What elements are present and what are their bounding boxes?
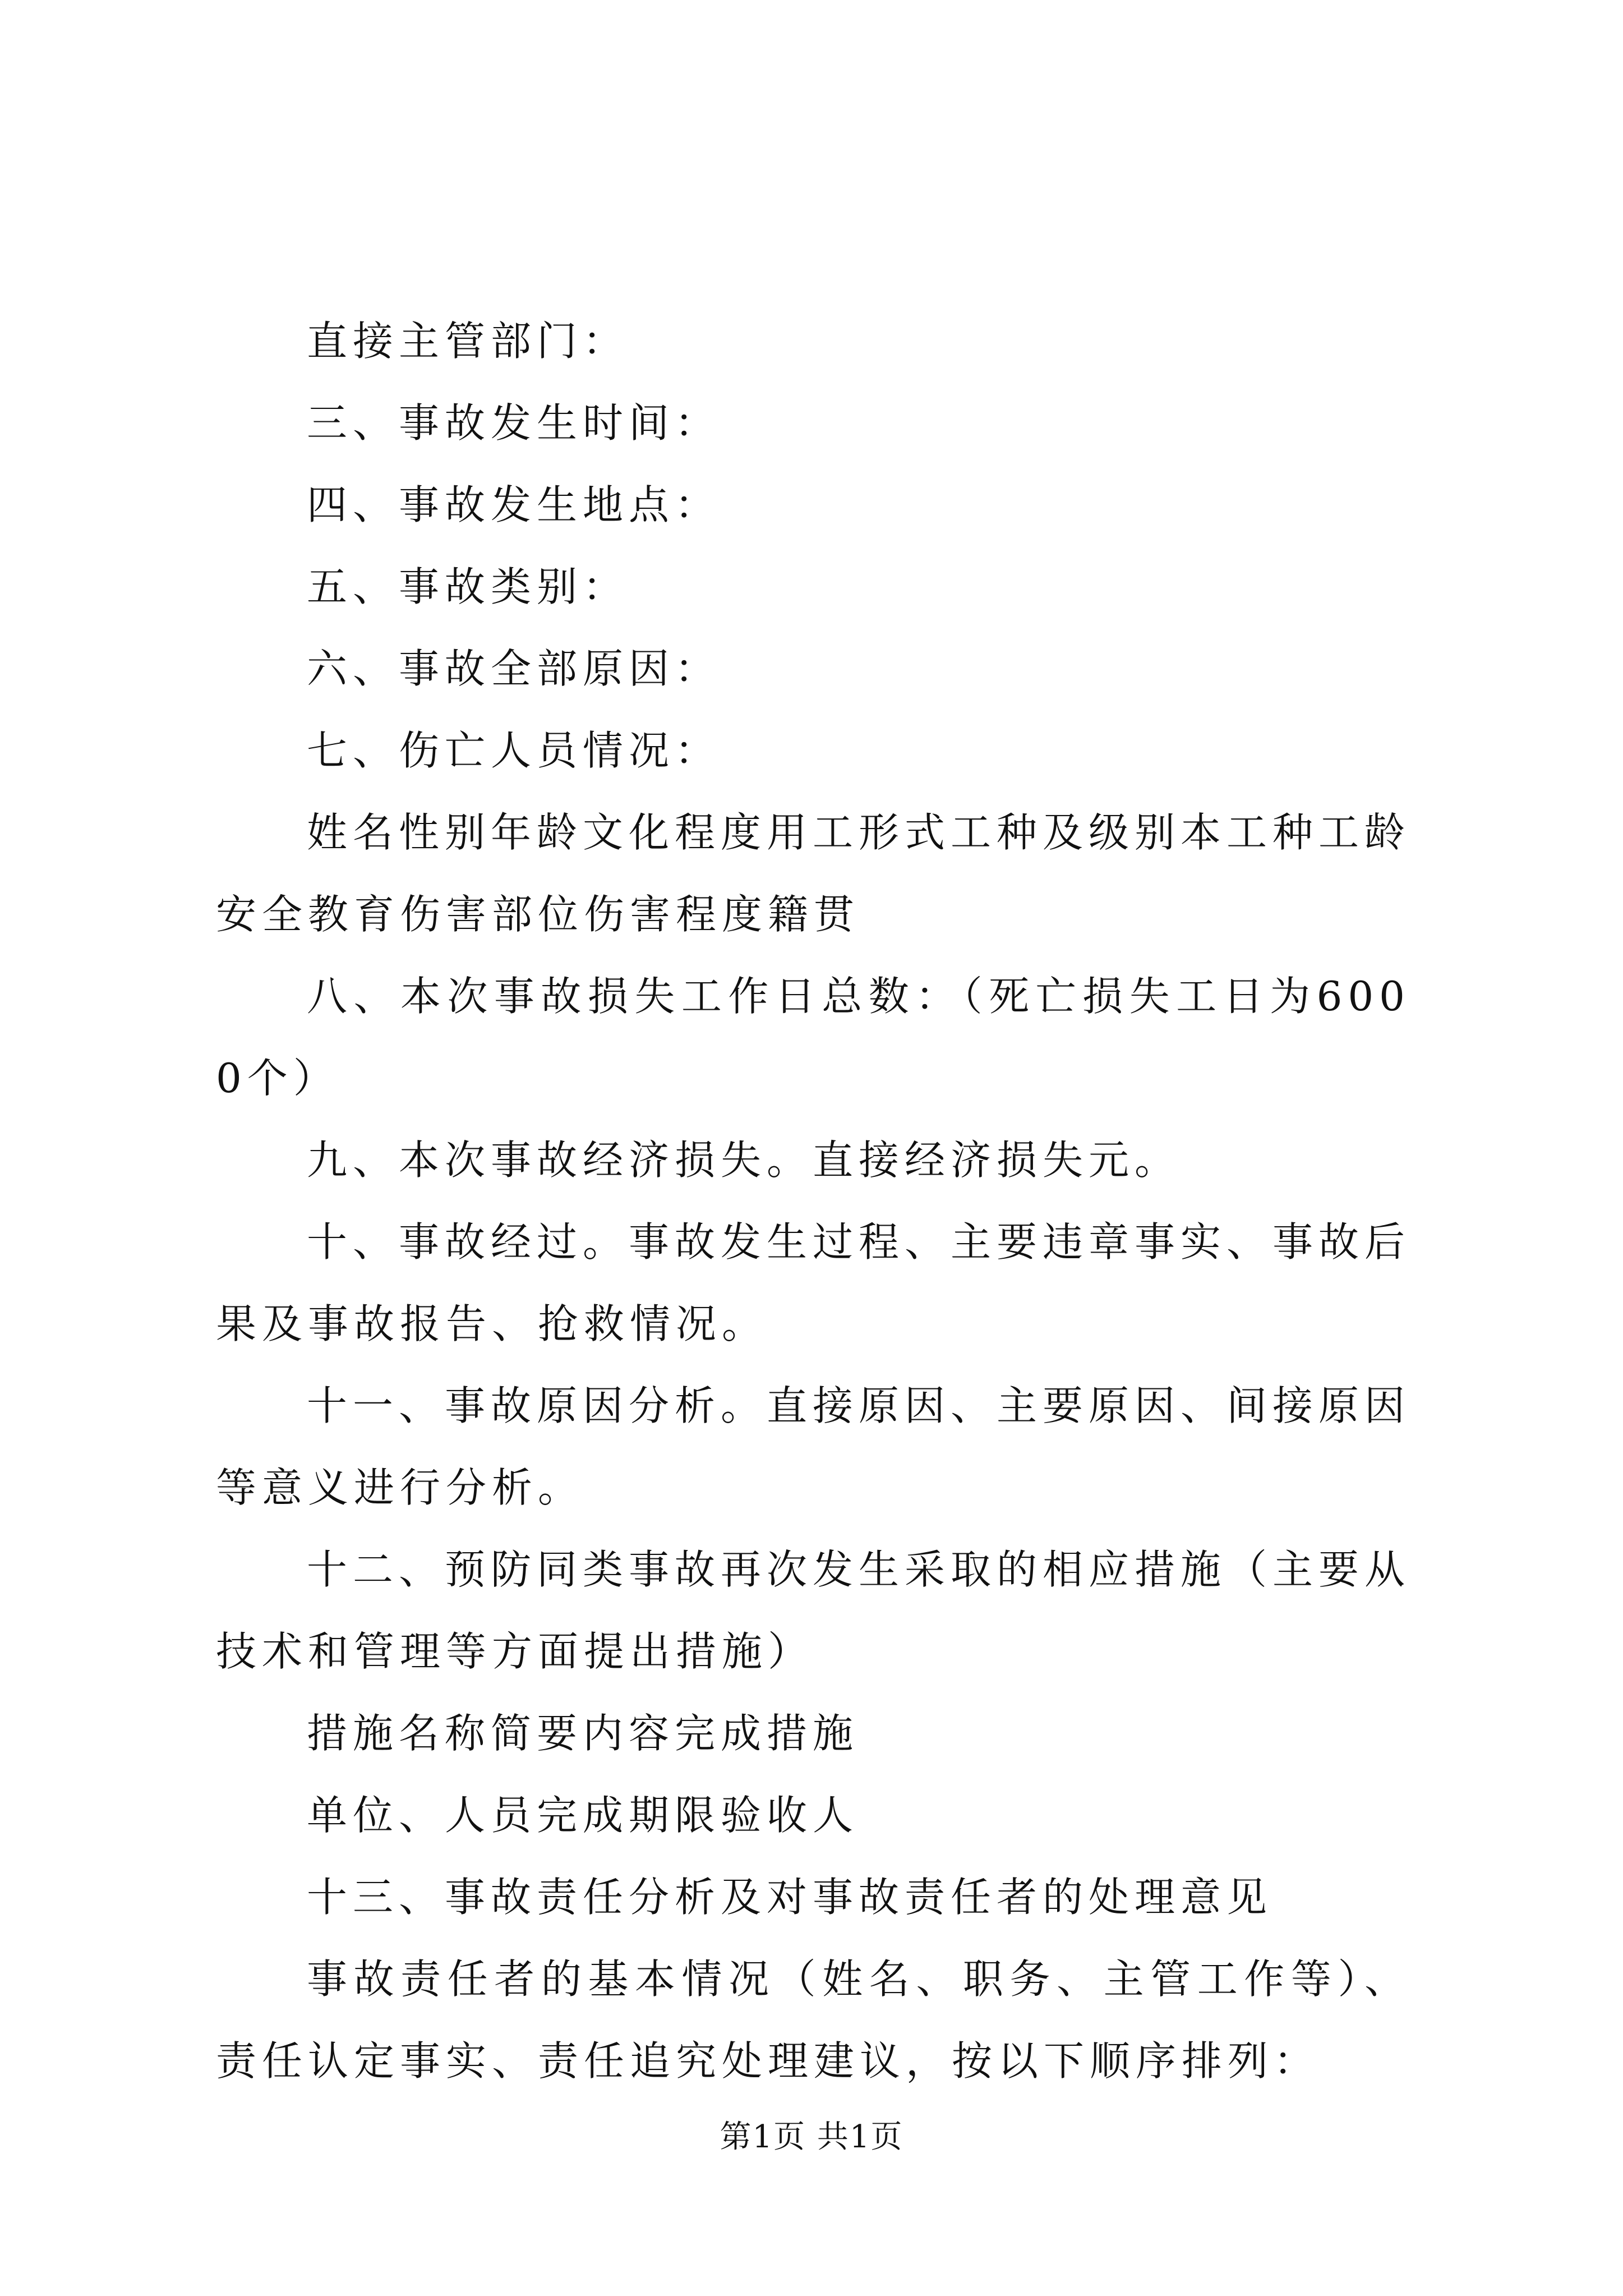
paragraph-economic-loss: 九、本次事故经济损失。直接经济损失元。 <box>307 1137 1181 1184</box>
paragraph-measure-fields: 措施名称简要内容完成措施 <box>307 1710 859 1757</box>
paragraph-casualties: 七、伤亡人员情况： <box>307 727 721 774</box>
paragraph-responsibility-analysis: 十三、事故责任分析及对事故责任者的处理意见 <box>307 1874 1273 1921</box>
paragraph-prevention-measures: 十二、预防同类事故再次发生采取的相应措施（主要从技术和管理等方面提出措施） <box>216 1546 1411 1675</box>
paragraph-accident-location: 四、事故发生地点： <box>307 481 721 528</box>
document-body <box>216 300 1410 2102</box>
paragraph-accident-causes: 六、事故全部原因： <box>307 645 721 692</box>
paragraph-accident-category: 五、事故类别： <box>307 563 629 610</box>
paragraph-measure-fields-2: 单位、人员完成期限验收人 <box>307 1792 859 1839</box>
paragraph-accident-time: 三、事故发生时间： <box>307 399 721 447</box>
paragraph-lost-workdays: 八、本次事故损失工作日总数：（死亡损失工日为6000个） <box>216 973 1410 1102</box>
paragraph-casualty-fields: 姓名性别年龄文化程度用工形式工种及级别本工种工龄安全教育伤害部位伤害程度籍贯 <box>216 809 1411 938</box>
paragraph-cause-analysis: 十一、事故原因分析。直接原因、主要原因、间接原因等意义进行分析。 <box>216 1382 1411 1511</box>
paragraph-department: 直接主管部门： <box>307 318 629 365</box>
paragraph-accident-process: 十、事故经过。事故发生过程、主要违章事实、事故后果及事故报告、抢救情况。 <box>216 1218 1411 1347</box>
paragraph-responsible-persons: 事故责任者的基本情况（姓名、职务、主管工作等）、责任认定事实、责任追究处理建议，按以下顺序排列： <box>216 1955 1410 2085</box>
page-footer: 第1页 共1页 <box>720 2119 903 2155</box>
